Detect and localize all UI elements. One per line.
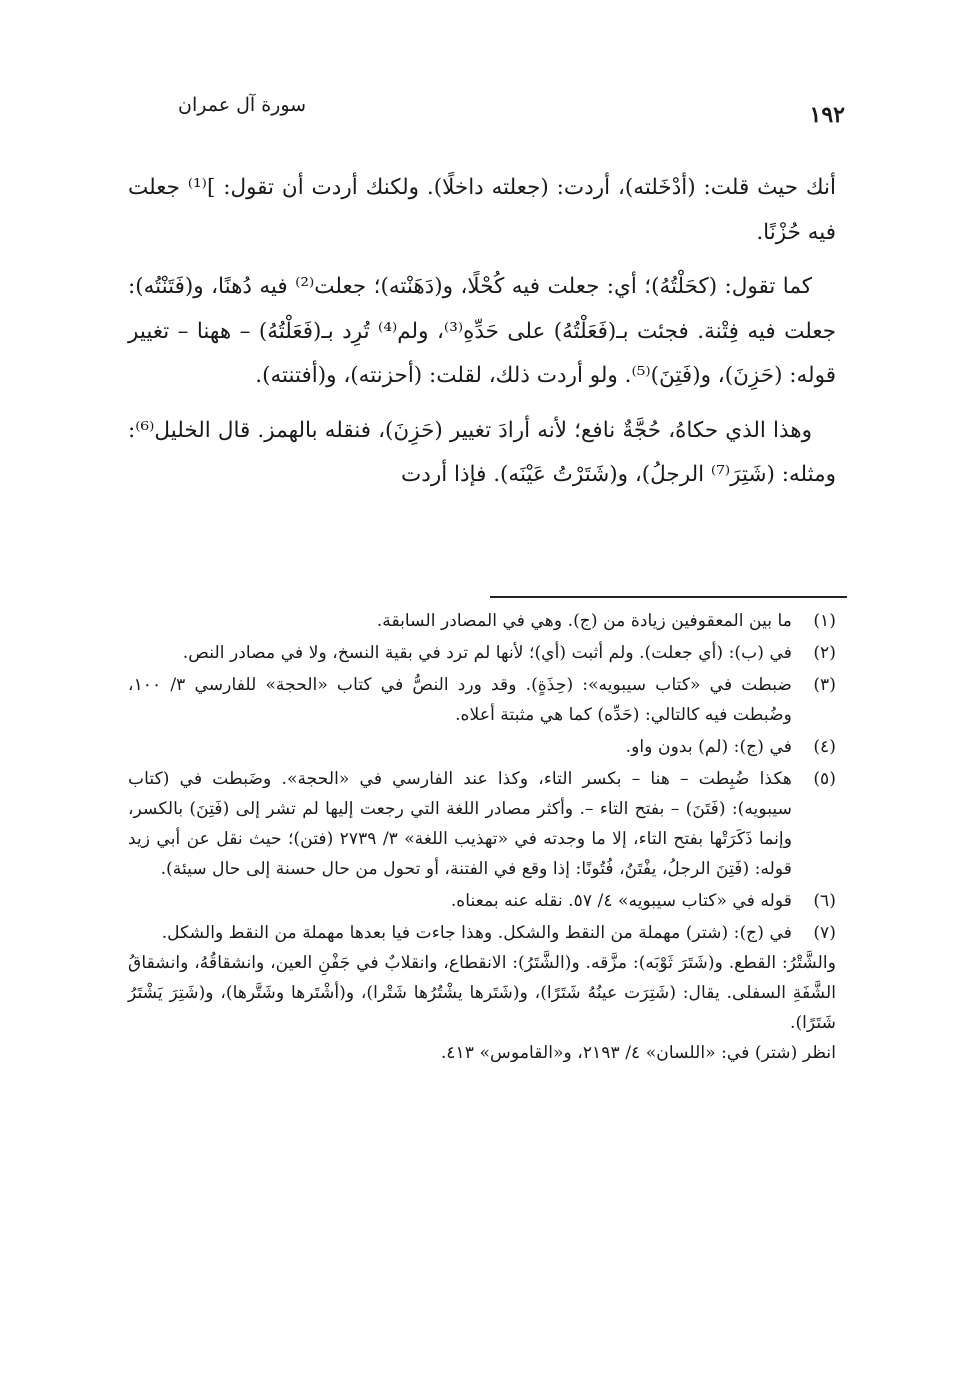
page-header <box>120 88 855 128</box>
footnote <box>128 732 836 762</box>
footnote-text: في (ج): (شتر) مهملة من النقط والشكل. وهذا جاءت فيا بعدها مهملة من النقط والشكل. <box>161 923 792 943</box>
main-paragraph: كما تقول: (كحَلْتُهُ)؛ أي: جعلت فيه كُحْلًا، و(دَهَنْته)؛ جعلت⁽²⁾ فيه دُهنًا، و(فَتَنْتُه): جعلت فيه فِتْنة. فجئت بـ(فَعَلْتُهُ) على حَدِّهِ⁽³⁾، ولم⁽⁴⁾ تُرِد بـ(فَعَلْتُهُ) – ههنا – تغيير قوله: (حَزِنَ)، و(فَتِنَ)⁽⁵⁾. ولو أردت ذلك، لقلت: (أحزنته)، و(أفتنته). <box>128 274 837 388</box>
footnote-number: (٤) <box>813 737 836 757</box>
footnote-text: ما بين المعقوفين زيادة من (ج). وهي في المصادر السابقة. <box>376 611 792 631</box>
footnotes <box>128 604 836 1068</box>
footnote-text: هكذا ضُبِطت – هنا – بكسر التاء، وكذا عند الفارسي في «الحجة». وضَبطت في (كتاب سيبويه): (فَتَنَ) – بفتح التاء –. وأكثر مصادر اللغة التي رجعت إليها لم تشر إلى (فَتِنَ) بالكسر، وإنما ذَكَرَتْها بفتح التاء، إلا ما وجدته في «تهذيب اللغة» ٣/ ٢٧٣٩ (فتن)؛ حيث نقل عن أبي زيد قوله: (فَتِنَ الرجلُ، يفْتَنُ، فُتُونًا: إذا وقع في الفتنة، أو تحول من حال حسنة إلى حال سيئة). <box>128 769 793 879</box>
footnote-text: في (ب): (أي جعلت). ولم أثبت (أي)؛ لأنها لم ترد في بقية النسخ، ولا في مصادر النص. <box>182 643 792 663</box>
footnote <box>128 670 836 730</box>
footnote-number: (١) <box>813 611 836 631</box>
footnote <box>128 606 836 636</box>
footnote-continuation: والشَّتْرُ: القطع. و(شَتَرَ ثَوْبَه): مزَّقه. و(الشَّتَرُ): الانقطاع، وانقلابٌ في جَفْنِ العين، وانشقاقُهُ، وانشقاقُ الشَّفَةِ السفلى. يقال: (شَتِرَت عينُهُ شَتَرًا)، و(شَتَرها يشْتُرُها شَتْرا)، و(أشْتَرها وشَتَّرها)، و(شَتِرَ يَشْتَرُ شَتَرًا). <box>128 953 836 1033</box>
footnote-divider <box>490 596 847 598</box>
footnote-text: ضبطت في «كتاب سيبويه»: (حِذَةٍ). وقد ورد النصُّ في كتاب «الحجة» للفارسي ٣/ ١٠٠، وضُبطت فيه كالتالي: (حَدِّه) كما هي مثبتة أعلاه. <box>128 675 792 725</box>
footnote-number: (٧) <box>813 923 836 943</box>
main-text <box>128 166 836 498</box>
footnote-number: (٢) <box>813 643 836 663</box>
footnote-number: (٦) <box>813 891 836 911</box>
footnote <box>128 918 836 948</box>
footnote-reference: انظر (شتر) في: «اللسان» ٤/ ٢١٩٣، و«القاموس» ٤١٣. <box>440 1043 836 1063</box>
footnote-text: قوله في «كتاب سيبويه» ٤/ ٥٧. نقله عنه بمعناه. <box>450 891 792 911</box>
footnote-number: (٣) <box>813 675 836 695</box>
running-header-title: سورة آل عمران <box>178 94 307 116</box>
footnote <box>128 764 836 884</box>
footnote <box>128 638 836 668</box>
footnote-text: في (ج): (لم) بدون واو. <box>625 737 792 757</box>
main-paragraph: وهذا الذي حكاهُ، حُجَّةٌ نافع؛ لأنه أرادَ تغيير (حَزِنَ)، فنقله بالهمز. قال الخليل⁽⁶⁾: ومثله: (شَتِرَ⁽⁷⁾ الرجلُ)، و(شَتَرْتُ عَيْنَه). فإذا أردت <box>128 417 836 487</box>
footnote-number: (٥) <box>813 769 836 789</box>
main-paragraph: أنك حيث قلت: (أدْخَلته)، أردت: (جعلته داخلًا). ولكنك أردت أن تقول: ]⁽¹⁾ جعلت فيه حُزْنًا. <box>128 175 836 245</box>
footnote <box>128 886 836 916</box>
page-number: ١٩٢ <box>809 102 845 128</box>
